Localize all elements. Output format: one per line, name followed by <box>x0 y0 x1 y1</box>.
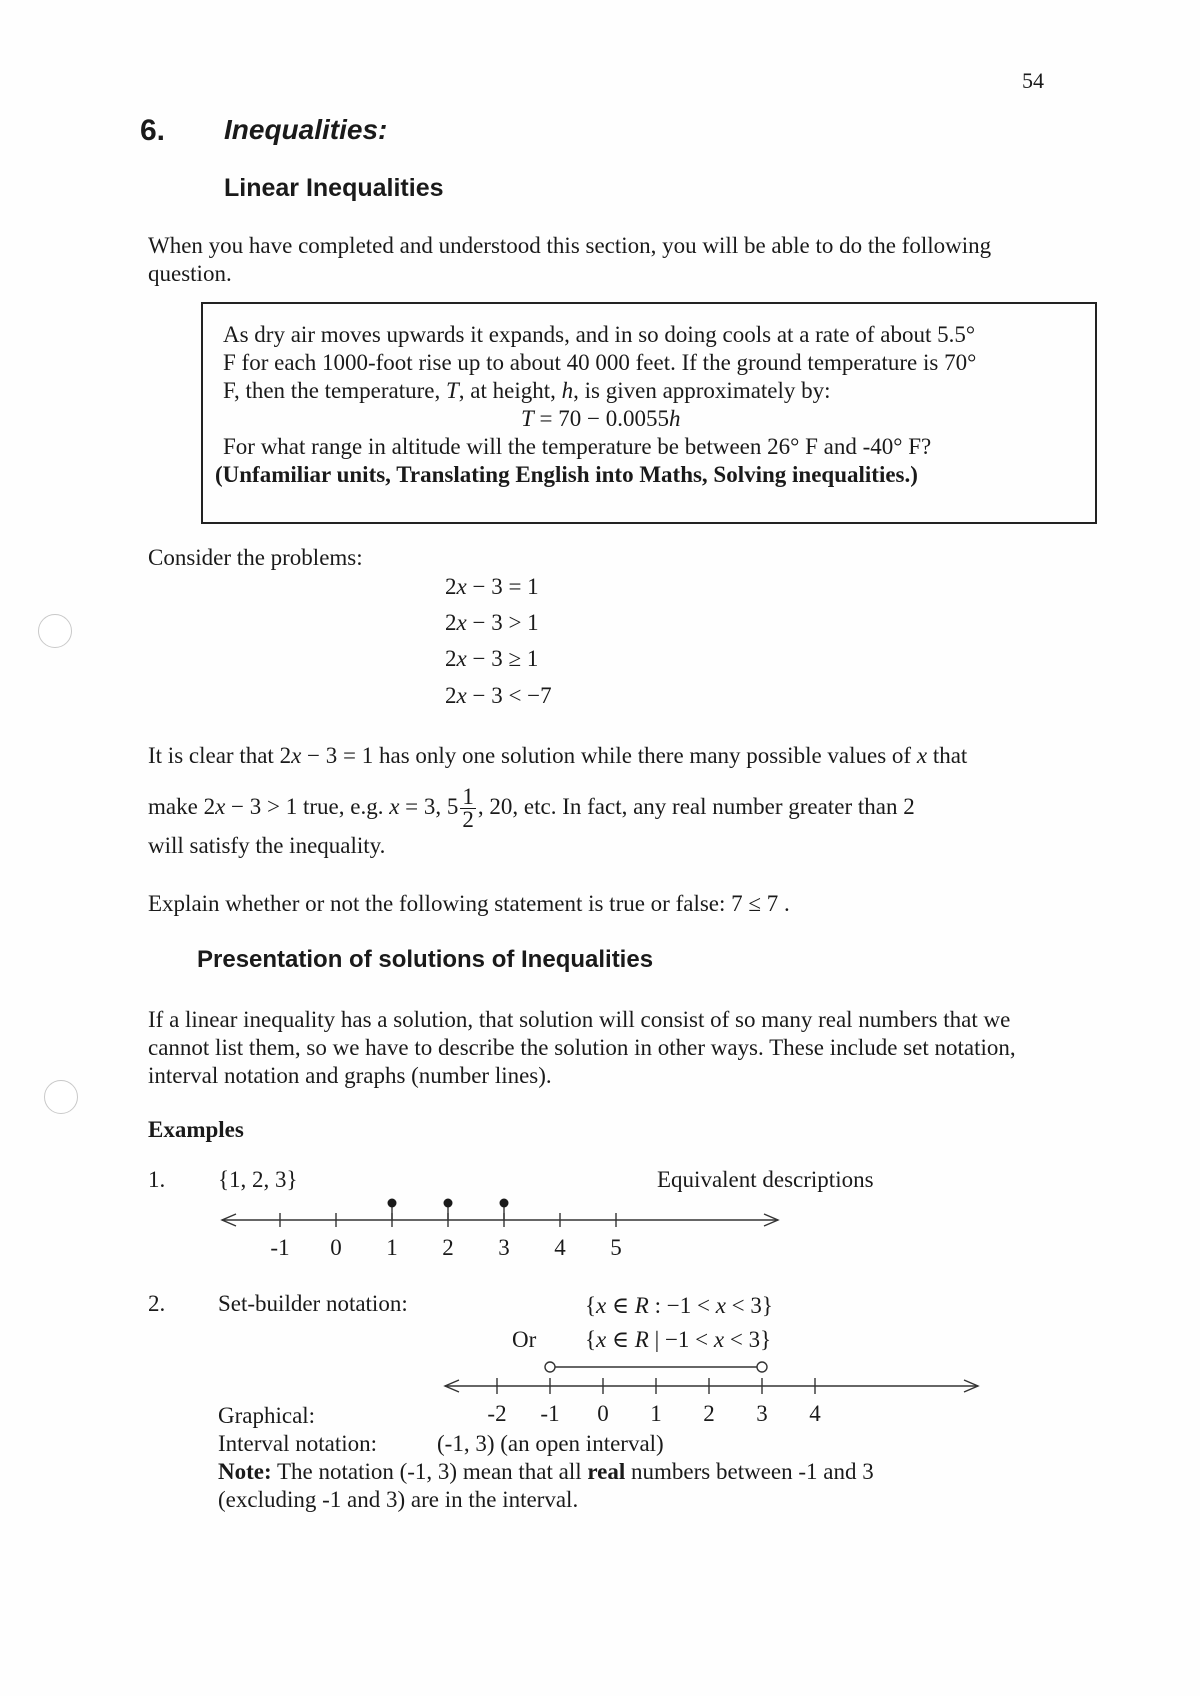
equation-4: 2x − 3 < −7 <box>445 683 552 708</box>
tick-label: 3 <box>756 1401 768 1426</box>
tick-label: 0 <box>597 1401 609 1426</box>
examples-heading: Examples <box>148 1117 244 1142</box>
explain-question: Explain whether or not the following statement is true or false: 7 ≤ 7 . <box>148 891 790 916</box>
punch-hole <box>44 1080 78 1114</box>
section-heading-linear-inequalities: Linear Inequalities <box>224 174 444 202</box>
tick-label: 3 <box>498 1235 510 1260</box>
set-builder-colon: {x ∈ R : −1 < x < 3} <box>585 1293 773 1318</box>
presentation-paragraph: If a linear inequality has a solution, that solution will consist of so many real numbers that we cannot list them, so we have to describe the solution in other ways. These include set notation, interval notation and graphs (number lines). <box>148 1007 1016 1088</box>
interval-notation-value: (-1, 3) (an open interval) <box>437 1431 664 1456</box>
equation-3: 2x − 3 ≥ 1 <box>445 646 539 671</box>
tick-label: 1 <box>650 1401 662 1426</box>
tick-label: 5 <box>610 1235 622 1260</box>
variable-h: h <box>561 378 574 403</box>
problem-skills: (Unfamiliar units, Translating English into Maths, Solving inequalities.) <box>215 462 918 487</box>
punch-hole <box>38 614 72 648</box>
set-builder-label: Set-builder notation: <box>218 1291 408 1316</box>
formula-h: h <box>669 406 681 431</box>
problem-line-1: As dry air moves upwards it expands, and in so doing cools at a rate of about 5.5° <box>223 322 976 347</box>
consider-label: Consider the problems: <box>148 545 363 570</box>
interval-notation-label: Interval notation: <box>218 1431 378 1456</box>
tick-label: 4 <box>809 1401 821 1426</box>
equation-2: 2x − 3 > 1 <box>445 610 539 635</box>
note-line-2: (excluding -1 and 3) are in the interval. <box>218 1487 579 1512</box>
tick-label: 0 <box>330 1235 342 1260</box>
variable-T: T <box>445 378 459 403</box>
clear-paragraph-line-2: make 2x − 3 > 1 true, e.g. x = 3, 5 $\frac{1}{2}$ , 20, etc. In fact, any real number greater than 2 <box>148 784 915 832</box>
example-1-number: 1. <box>148 1167 166 1192</box>
chapter-number: 6. <box>140 114 166 147</box>
closed-point <box>500 1199 509 1208</box>
or-label: Or <box>512 1327 537 1352</box>
chapter-title: Inequalities: <box>224 114 388 145</box>
tick-label: -1 <box>540 1401 560 1426</box>
example-1-set: {1, 2, 3} <box>218 1167 298 1192</box>
equation-1: 2x − 3 = 1 <box>445 574 539 599</box>
example-2-number: 2. <box>148 1291 166 1316</box>
tick-label: 1 <box>386 1235 398 1260</box>
page-number: 54 <box>1022 68 1044 93</box>
problem-line-4: For what range in altitude will the temperature be between 26° F and -40° F? <box>223 434 932 459</box>
open-endpoint-right <box>757 1362 767 1372</box>
problem-line-3-a: F, then the temperature, <box>223 378 446 403</box>
section-heading-presentation: Presentation of solutions of Inequalities <box>197 946 654 973</box>
formula-middle: = 70 − 0.0055 <box>533 406 669 431</box>
tick-label: 4 <box>554 1235 566 1260</box>
tick-label: 2 <box>703 1401 715 1426</box>
problem-line-3-c: , is given approximately by: <box>573 378 831 403</box>
problem-line-2: F for each 1000-foot rise up to about 40 000 feet. If the ground temperature is 70° <box>223 350 977 375</box>
formula-T: T <box>521 406 534 431</box>
clear-paragraph-line-3: will satisfy the inequality. <box>148 833 386 858</box>
tick-label: 2 <box>442 1235 454 1260</box>
tick-label: -2 <box>487 1401 507 1426</box>
closed-point <box>444 1199 453 1208</box>
fraction-one-half: $\frac{1}{2}$ <box>462 784 474 832</box>
problem-line-3-b: , at height, <box>458 378 562 403</box>
open-endpoint-left <box>545 1362 555 1372</box>
equivalent-descriptions-label: Equivalent descriptions <box>657 1167 874 1192</box>
closed-point <box>388 1199 397 1208</box>
note-line-1: Note: The notation (-1, 3) mean that all real numbers between -1 and 3 <box>218 1459 874 1484</box>
tick-label: -1 <box>270 1235 290 1260</box>
graphical-label: Graphical: <box>218 1403 316 1428</box>
clear-paragraph-line-1: It is clear that 2x − 3 = 1 has only one solution while there many possible values of x that <box>148 743 968 768</box>
set-builder-bar: {x ∈ R | −1 < x < 3} <box>585 1327 772 1352</box>
intro-paragraph: When you have completed and understood this section, you will be able to do the following question. <box>148 233 992 286</box>
